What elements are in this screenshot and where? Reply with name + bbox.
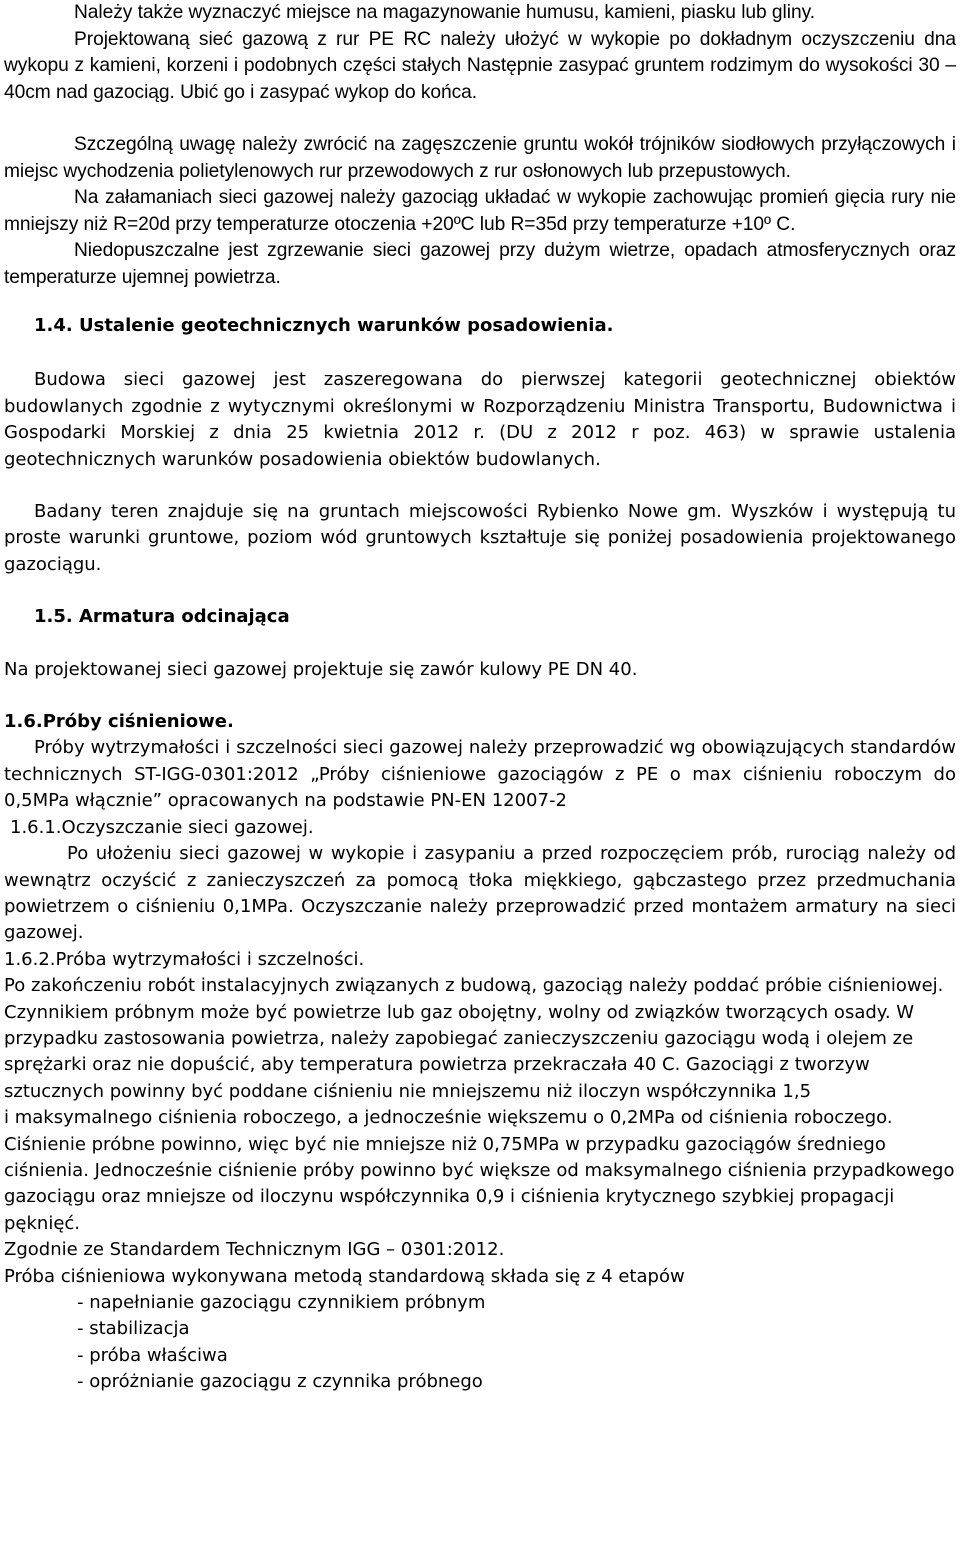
subsection-1-6-2-paragraph-4: Próba ciśnieniowa wykonywana metodą standardową składa się z 4 etapów bbox=[4, 1265, 685, 1287]
section-heading-1-4: 1.4. Ustalenie geotechnicznych warunków posadowienia. bbox=[34, 315, 614, 336]
section-heading-1-5: 1.5. Armatura odcinająca bbox=[34, 606, 290, 628]
section-1-4-paragraph-1: Budowa sieci gazowej jest zaszeregowana do pierwszej kategorii geotechnicznej obiektów budowlanych zgodnie z wytycznymi określonymi w Rozporządzeniu Ministra Transportu, Budownictwa i Gospodarki Morskiej z dnia 25 kwietnia 2012 r. (DU z 2012 r poz. 463) w sprawie ustalenia geotechnicznych warunków posadowienia obiektów budowlanych. bbox=[4, 369, 956, 470]
document-page bbox=[4, 0, 956, 1396]
intro-paragraph-4: Na załamaniach sieci gazowej należy gazociąg układać w wykopie zachowując promień gięcia rury nie mniejszy niż R=20d przy temperaturze otoczenia +20ºC lub R=35d przy temperaturze +10º C. bbox=[4, 187, 956, 235]
intro-paragraph-1: Należy także wyznaczyć miejsce na magazynowanie humusu, kamieni, piasku lub gliny. bbox=[74, 2, 815, 23]
section-1-5-paragraph-1: Na projektowanej sieci gazowej projektuje się zawór kulowy PE DN 40. bbox=[4, 658, 638, 680]
section-1-4-paragraph-2: Badany teren znajduje się na gruntach miejscowości Rybienko Nowe gm. Wyszków i występują tu proste warunki gruntowe, poziom wód gruntowych kształtuje się poniżej posadowienia projektowanego gazociągu. bbox=[4, 501, 956, 575]
list-item: - napełnianie gazociągu czynnikiem próbnym bbox=[77, 1292, 486, 1313]
intro-paragraph-2: Projektowaną sieć gazową z rur PE RC należy ułożyć w wykopie po dokładnym oczyszczeniu dna wykopu z kamieni, korzeni i podobnych części stałych Następnie zasypać gruntem rodzimym do wysokości 30 – 40cm nad gazociąg. Ubić go i zasypać wykop do końca. bbox=[4, 28, 956, 103]
subsection-1-6-2-paragraph-1: Po zakończeniu robót instalacyjnych związanych z budową, gazociąg należy poddać próbie ciśnieniowej. Czynnikiem próbnym może być powietrze lub gaz obojętny, wolny od związków tworzących osady. W przypadku zastosowania powietrza, należy zapobiegać zanieczyszczeniu gazociągu wodą i olejem ze sprężarki oraz nie dopuścić, aby temperatura powietrza przekraczała 40 C. Gazociągi z tworzyw sztucznych powinny być poddane ciśnieniu nie mniejszemu niż iloczyn współczynnika 1,5 bbox=[4, 975, 944, 1102]
subsection-1-6-2-paragraph-3: Zgodnie ze Standardem Technicznym IGG – 0301:2012. bbox=[4, 1239, 505, 1261]
subsection-1-6-2-paragraph-2: i maksymalnego ciśnienia roboczego, a jednocześnie większemu o 0,2MPa od ciśnienia roboczego. Ciśnienie próbne powinno, więc być nie mniejsze niż 0,75MPa w przypadku gazociągów średniego ciśnienia. Jednocześnie ciśnienie próby powinno być większe od maksymalnego ciśnienia przypadkowego gazociągu oraz mniejsze od iloczynu współczynnika 0,9 i ciśnienia krytycznego szybkiej propagacji pęknięć. bbox=[4, 1107, 955, 1234]
subsection-heading-1-6-2: 1.6.2.Próba wytrzymałości i szczelności. bbox=[4, 948, 365, 970]
subsection-1-6-1-paragraph: Po ułożeniu sieci gazowej w wykopie i zasypaniu a przed rozpoczęciem prób, rurociąg należy od wewnątrz oczyścić z zanieczyszczeń za pomocą tłoka miękkiego, gąbczastego przez przedmuchania powietrzem o ciśnieniu 0,1MPa. Oczyszczanie należy przeprowadzić przed montażem armatury na sieci gazowej. bbox=[4, 843, 956, 944]
section-1-5 bbox=[4, 604, 956, 683]
intro-section bbox=[4, 0, 956, 291]
section-heading-1-6: 1.6.Próby ciśnieniowe. bbox=[4, 711, 234, 733]
intro-paragraph-3: Szczególną uwagę należy zwrócić na zagęszczenie gruntu wokół trójników siodłowych przyłączowych i miejsc wychodzenia polietylenowych rur przewodowych z rur osłonowych lub przepustowych. bbox=[4, 134, 956, 182]
list-item: - opróżnianie gazociągu z czynnika próbnego bbox=[77, 1371, 483, 1393]
intro-paragraph-5: Niedopuszczalne jest zgrzewanie sieci gazowej przy dużym wietrze, opadach atmosferycznych oraz temperaturze ujemnej powietrza. bbox=[4, 240, 956, 288]
section-1-6 bbox=[4, 709, 956, 1396]
subsection-heading-1-6-1: 1.6.1.Oczyszczanie sieci gazowej. bbox=[10, 816, 314, 838]
section-1-6-paragraph-1: Próby wytrzymałości i szczelności sieci gazowej należy przeprowadzić wg obowiązujących standardów technicznych ST-IGG-0301:2012 „Próby ciśnieniowe gazociągów z PE o max ciśnieniu roboczym do 0,5MPa włącznie” opracowanych na podstawie PN-EN 12007-2 bbox=[4, 737, 956, 812]
list-item: - stabilizacja bbox=[77, 1318, 190, 1340]
section-1-4 bbox=[4, 313, 956, 578]
test-steps-list bbox=[4, 1290, 956, 1396]
list-item: - próba właściwa bbox=[77, 1344, 228, 1366]
